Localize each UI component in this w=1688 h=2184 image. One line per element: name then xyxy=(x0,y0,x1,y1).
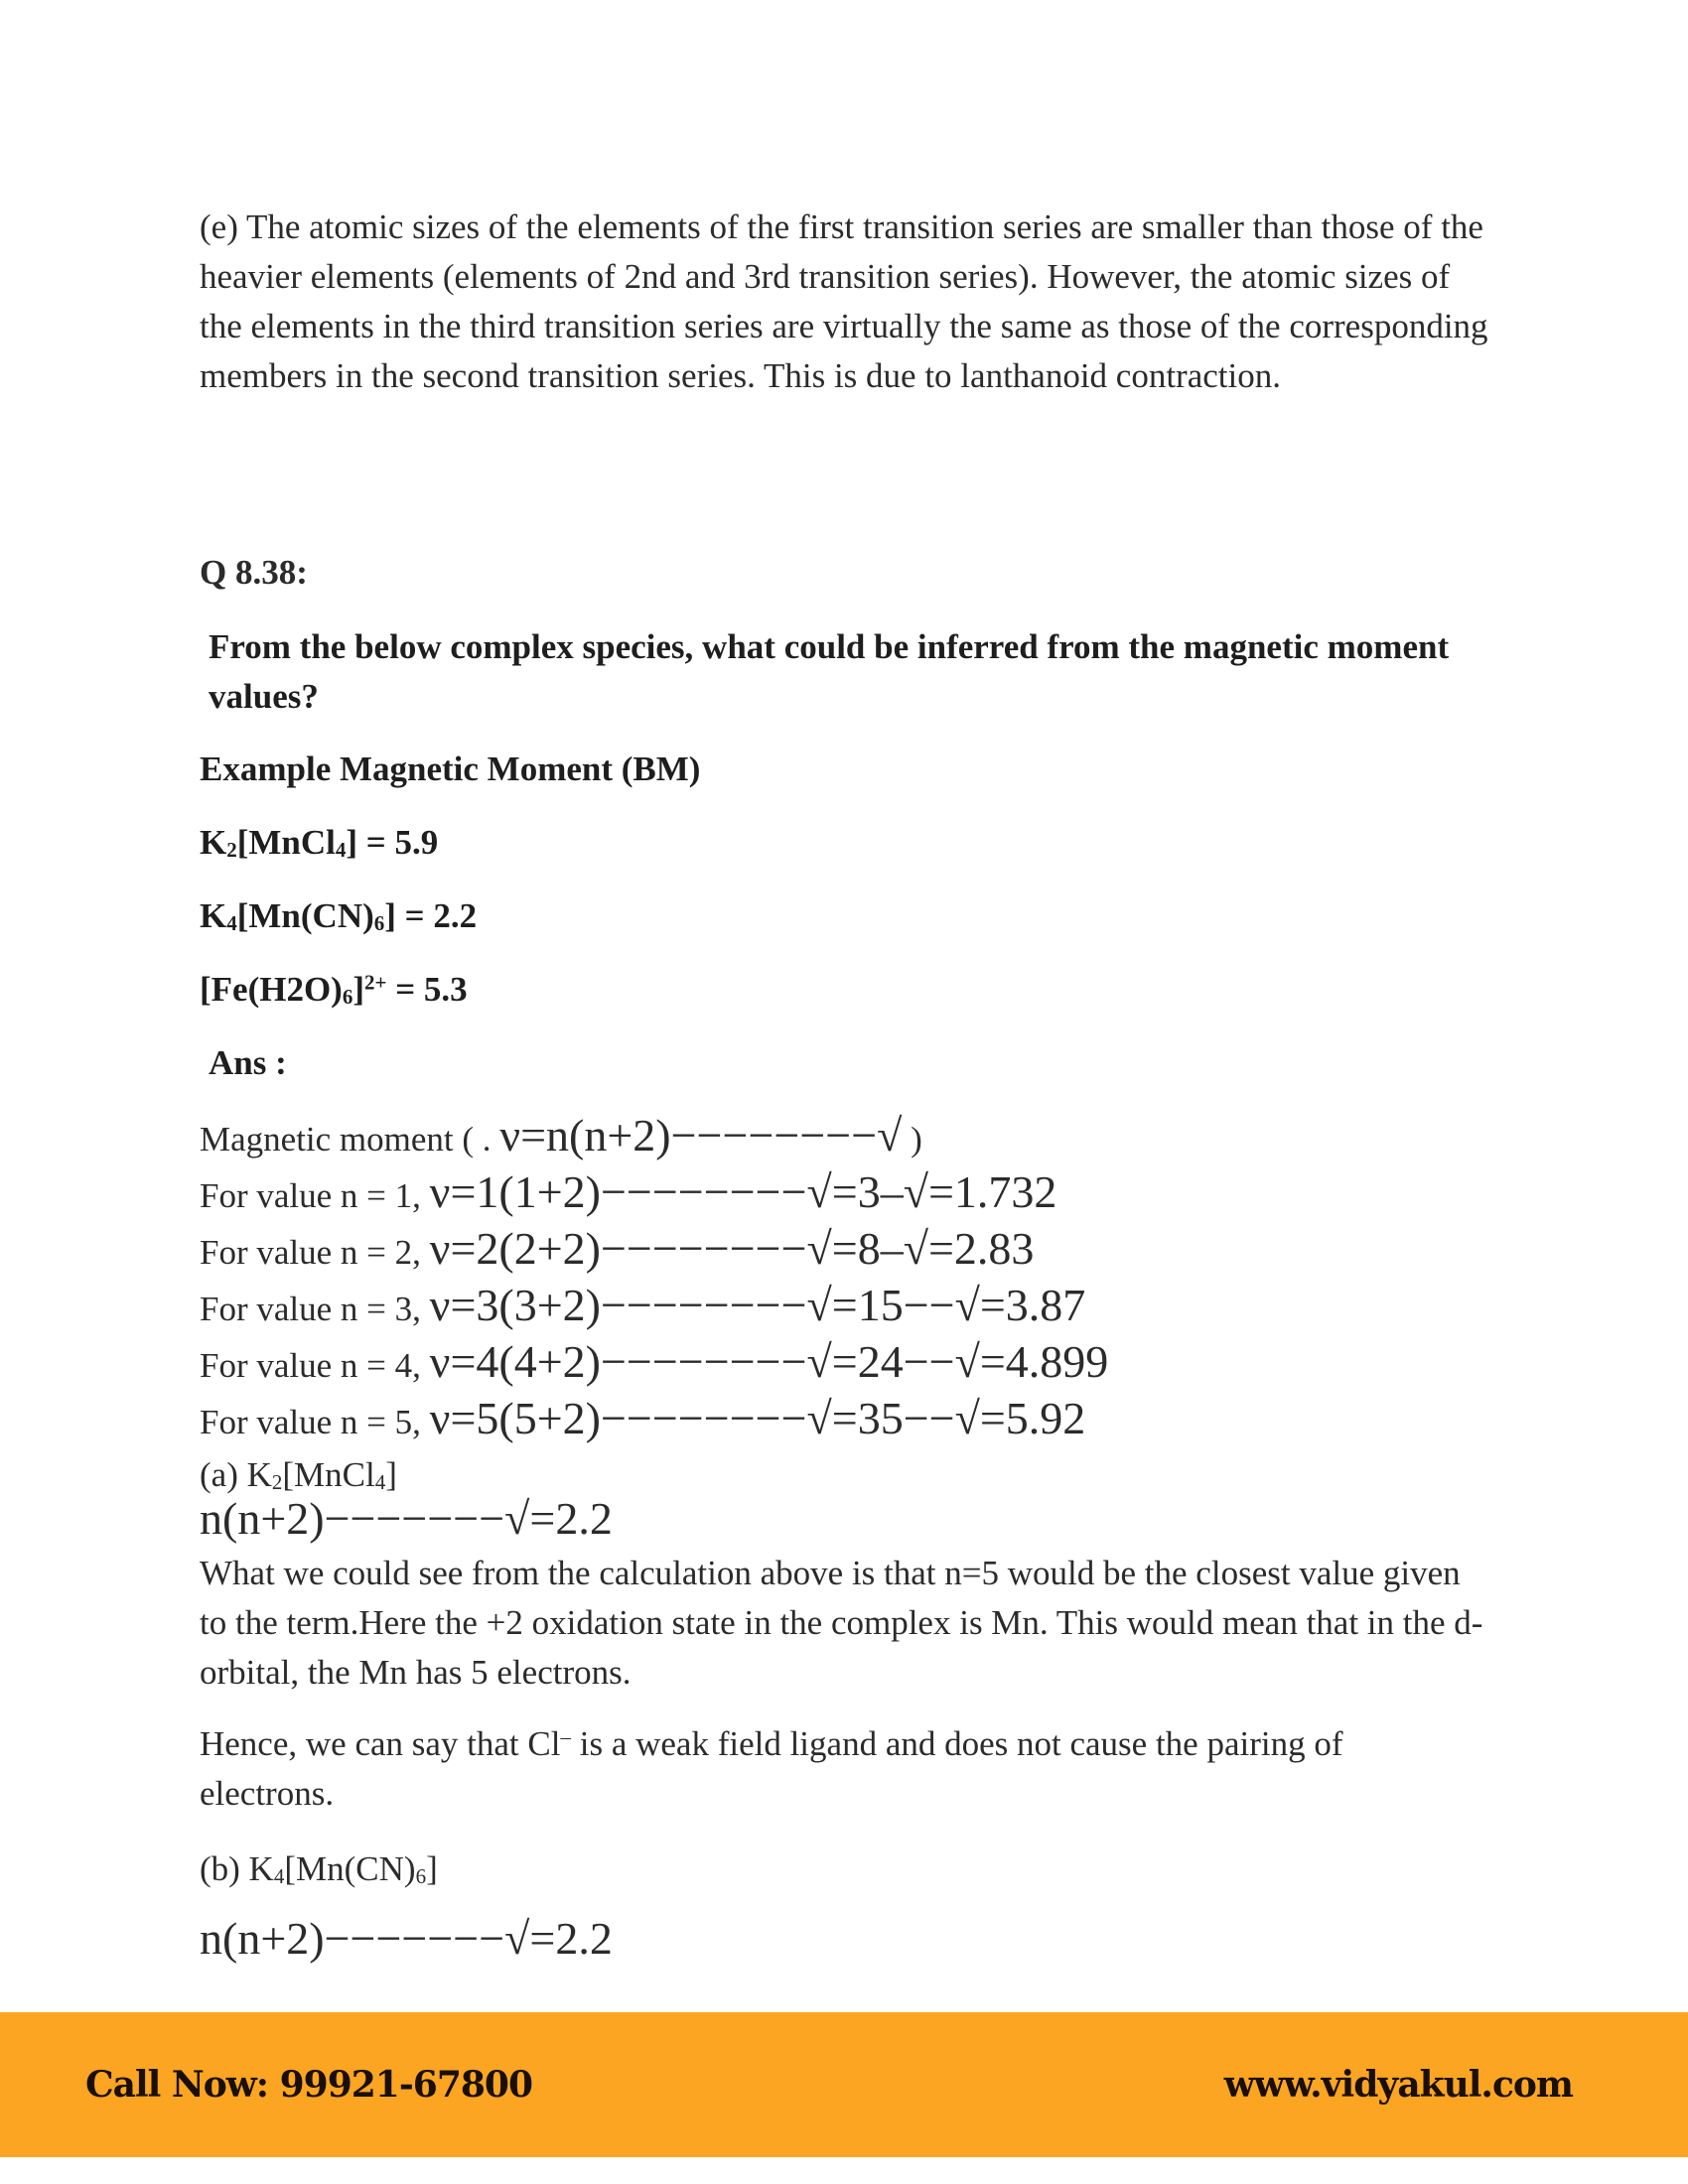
example-header-text: Example Magnetic Moment (BM) xyxy=(200,750,701,788)
answer-label-text: Ans : xyxy=(209,1043,287,1082)
example-1-mid: [MnCl xyxy=(236,823,336,862)
example-3-mid: ] xyxy=(352,970,364,1009)
footer-banner xyxy=(0,2012,1688,2157)
formula-row-expr: ν=3(3+2)−−−−−−−−√=15−−√=3.87 xyxy=(429,1280,1086,1330)
part-a-explanation-text: What we could see from the calculation above is that n=5 would be the closest value given to the term.Here the +2 oxidation state in the complex is Mn. This would mean that in the d-orbital, the Mn has 5 electrons. xyxy=(200,1554,1483,1692)
question-number xyxy=(200,548,1490,598)
part-a-label-sub2: 4 xyxy=(374,1470,386,1495)
formula-row-expr: ν=2(2+2)−−−−−−−−√=8–√=2.83 xyxy=(429,1223,1035,1274)
part-a-label-post: ] xyxy=(385,1455,397,1494)
part-a-conclusion xyxy=(200,1719,1451,1819)
example-2-sub2: 6 xyxy=(373,911,385,936)
formula-intro-text: Magnetic moment ( . xyxy=(200,1120,500,1159)
part-a-label-pre: (a) K xyxy=(200,1455,272,1494)
part-b-label-post: ] xyxy=(426,1849,438,1888)
example-1-post: ] = 5.9 xyxy=(346,823,439,862)
example-1-sub2: 4 xyxy=(335,838,347,863)
example-2-pre: K xyxy=(200,896,227,935)
formula-row-3 xyxy=(200,1279,1490,1335)
formula-row-expr: ν=4(4+2)−−−−−−−−√=24−−√=4.899 xyxy=(429,1336,1109,1387)
formula-row-label: For value n = 2, xyxy=(200,1233,430,1272)
footer-website-link[interactable]: www.vidyakul.com xyxy=(1223,2064,1573,2106)
example-3-sup: 2+ xyxy=(363,970,387,995)
formula-row-label: For value n = 3, xyxy=(200,1290,430,1328)
part-b-calc-text: n(n+2)−−−−−−−√=2.2 xyxy=(200,1913,613,1964)
part-a-label-mid: [MnCl xyxy=(282,1455,375,1494)
conclusion-sup: – xyxy=(560,1724,571,1749)
part-b-label-sub1: 4 xyxy=(273,1864,285,1889)
formula-row-label: For value n = 4, xyxy=(200,1346,430,1385)
part-b-calc xyxy=(200,1914,1490,1964)
part-a-calc-text: n(n+2)−−−−−−−√=2.2 xyxy=(200,1493,613,1544)
example-2 xyxy=(200,891,1490,941)
formula-row-2 xyxy=(200,1222,1490,1279)
example-1-sub1: 2 xyxy=(226,838,237,863)
formula-intro-expr: ν=n(n+2)−−−−−−−−√ xyxy=(499,1110,903,1160)
part-a-calc xyxy=(200,1494,1490,1544)
part-b-label-pre: (b) K xyxy=(200,1849,274,1888)
formula-row-5 xyxy=(200,1392,1490,1448)
example-1-pre: K xyxy=(200,823,227,862)
section-e-paragraph xyxy=(200,203,1490,401)
formula-intro-close: ) xyxy=(902,1120,922,1159)
formula-intro xyxy=(200,1109,1490,1165)
example-1 xyxy=(200,818,1490,868)
example-header xyxy=(200,745,1490,794)
part-a-label-sub1: 2 xyxy=(271,1470,283,1495)
formula-row-expr: ν=1(1+2)−−−−−−−−√=3–√=1.732 xyxy=(429,1166,1057,1217)
part-b-label-mid: [Mn(CN) xyxy=(284,1849,416,1888)
footer-phone[interactable]: Call Now: 99921-67800 xyxy=(85,2064,533,2106)
part-a-explanation xyxy=(200,1549,1490,1698)
example-3 xyxy=(200,965,1490,1015)
example-3-pre: [Fe(H2O) xyxy=(200,970,343,1009)
part-b-label-sub2: 6 xyxy=(415,1864,427,1889)
example-3-post: = 5.3 xyxy=(386,970,468,1009)
formula-row-label: For value n = 5, xyxy=(200,1403,430,1441)
example-2-sub1: 4 xyxy=(226,911,237,936)
formula-row-1 xyxy=(200,1165,1490,1222)
part-b-label xyxy=(200,1844,1490,1894)
question-prompt xyxy=(209,622,1489,722)
section-e-text: (e) The atomic sizes of the elements of the first transition series are smaller than those of the heavier elements (elements of 2nd and 3rd transition series). However, the atomic sizes of the elements in the third transition series are virtually the same as those of the corresponding members in the second transition series. This is due to lanthanoid contraction. xyxy=(200,207,1488,395)
formula-row-label: For value n = 1, xyxy=(200,1176,430,1215)
conclusion-post: is a weak field ligand and does not cause the pairing of electrons. xyxy=(200,1724,1343,1813)
example-2-post: ] = 2.2 xyxy=(384,896,478,935)
question-number-text: Q 8.38: xyxy=(200,553,308,592)
answer-label xyxy=(209,1038,1499,1088)
formula-row-4 xyxy=(200,1335,1490,1392)
formula-block xyxy=(200,1109,1490,1501)
example-3-sub1: 6 xyxy=(342,985,353,1010)
conclusion-pre: Hence, we can say that Cl xyxy=(200,1724,561,1763)
question-prompt-text: From the below complex species, what could be inferred from the magnetic moment values? xyxy=(209,627,1450,716)
formula-row-expr: ν=5(5+2)−−−−−−−−√=35−−√=5.92 xyxy=(429,1393,1086,1443)
example-2-mid: [Mn(CN) xyxy=(236,896,374,935)
